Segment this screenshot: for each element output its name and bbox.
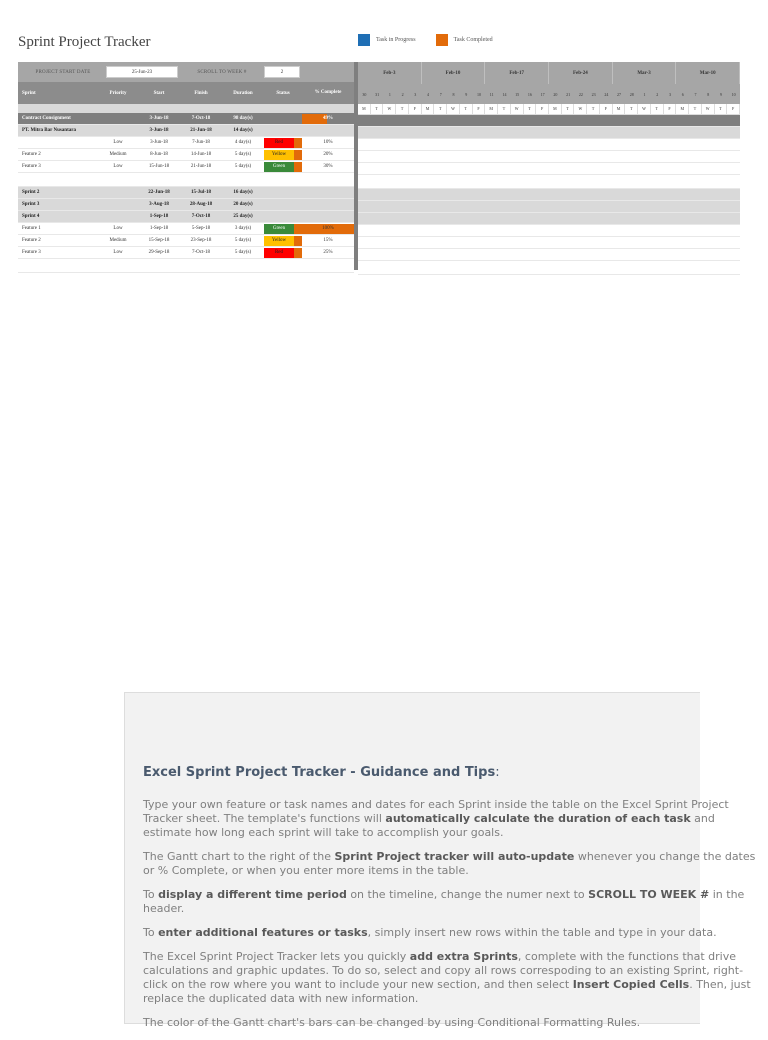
col-finish: Finish bbox=[194, 90, 208, 96]
status-badge bbox=[264, 248, 302, 258]
cell-start[interactable]: 3-Jun-18 bbox=[149, 128, 169, 133]
cell-duration[interactable]: 5 day(s) bbox=[234, 152, 252, 157]
gantt-day-letter: F bbox=[664, 104, 677, 114]
cell-duration[interactable]: 5 day(s) bbox=[234, 164, 252, 169]
gantt-day-letter: W bbox=[511, 104, 524, 114]
cell-start[interactable]: 3-Jun-18 bbox=[149, 116, 169, 121]
gantt-day-letter: F bbox=[409, 104, 422, 114]
cell-status[interactable] bbox=[264, 199, 302, 210]
cell-duration[interactable]: 3 day(s) bbox=[234, 226, 252, 231]
status-badge bbox=[264, 236, 302, 246]
complete-value: 15% bbox=[323, 238, 333, 243]
cell-finish[interactable]: 23-Sep-18 bbox=[190, 238, 212, 243]
table-row bbox=[18, 113, 354, 125]
complete-value: 49% bbox=[323, 116, 333, 121]
gantt-day-letter: M bbox=[485, 104, 498, 114]
cell-complete[interactable] bbox=[302, 247, 354, 258]
table-row bbox=[18, 137, 354, 149]
gantt-week: Feb-10 bbox=[422, 62, 486, 84]
gantt-day-letter: F bbox=[473, 104, 486, 114]
cell-finish[interactable]: 5-Sep-18 bbox=[191, 226, 211, 231]
gantt-day-letter: T bbox=[396, 104, 409, 114]
col-duration: Duration bbox=[233, 90, 253, 96]
guidance-panel bbox=[124, 692, 756, 1029]
guidance-p5 bbox=[143, 950, 763, 1006]
cell-finish[interactable]: 21-Jun-18 bbox=[190, 164, 212, 169]
cell-complete[interactable] bbox=[302, 125, 354, 136]
gantt-row bbox=[358, 175, 740, 189]
cell-status[interactable] bbox=[264, 211, 302, 222]
gantt-day-number: 16 bbox=[527, 91, 532, 97]
cell-complete[interactable] bbox=[302, 223, 354, 234]
gantt-day-letters bbox=[358, 104, 740, 115]
cell-duration[interactable]: 20 day(s) bbox=[233, 202, 253, 207]
guide-text: , complete with the functions that drive calculations and graphic updates. To do so, select and copy all rows correspoding to an existing Sprint, right-click on the row where you want to include your new section, and then select bbox=[143, 950, 744, 991]
cell-finish[interactable]: 7-Oct-18 bbox=[191, 214, 211, 219]
cell-complete[interactable] bbox=[302, 161, 354, 172]
gantt-week: Mar-3 bbox=[613, 62, 677, 84]
gantt-day-number: 6 bbox=[681, 91, 684, 97]
gantt-day-letter: F bbox=[536, 104, 549, 114]
gantt-row bbox=[358, 115, 740, 127]
gantt-day-letter: T bbox=[587, 104, 600, 114]
cell-sprint[interactable]: Sprint 2 bbox=[22, 190, 40, 195]
gantt-rows bbox=[358, 115, 740, 275]
guide-bold: enter additional features or tasks bbox=[158, 926, 368, 939]
guide-text: The Gantt chart to the right of the bbox=[143, 850, 335, 863]
status-label: Green bbox=[264, 162, 294, 172]
cell-sprint[interactable]: Feature 2 bbox=[22, 238, 41, 243]
guidance-p2 bbox=[143, 850, 763, 878]
gantt-row bbox=[358, 225, 740, 237]
cell-start[interactable]: 29-Sep-18 bbox=[148, 250, 170, 255]
guide-text: , simply insert new rows within the table and type in your data. bbox=[367, 926, 717, 939]
gantt-day-number: 7 bbox=[694, 91, 697, 97]
gantt-row bbox=[358, 127, 740, 139]
gantt-row bbox=[358, 163, 740, 175]
gantt-day-number: 27 bbox=[617, 91, 622, 97]
gantt-day-letter: W bbox=[574, 104, 587, 114]
cell-sprint[interactable]: Contract Consignment bbox=[22, 116, 71, 121]
gantt-day-number: 20 bbox=[553, 91, 558, 97]
legend-in-progress bbox=[358, 34, 416, 46]
table-row bbox=[18, 125, 354, 137]
gantt-day-letter: W bbox=[447, 104, 460, 114]
guide-text: Type your own feature or task names and dates for each Sprint inside the table on the Excel Sprint Project Tracker sheet. The template's functions will bbox=[143, 798, 729, 825]
cell-priority[interactable]: Low bbox=[113, 140, 123, 145]
scroll-week-input[interactable]: 2 bbox=[264, 66, 300, 78]
guide-text: in the header. bbox=[143, 888, 745, 915]
page-title: Sprint Project Tracker bbox=[18, 34, 151, 50]
cell-start[interactable]: 1-Sep-18 bbox=[149, 226, 169, 231]
cell-duration[interactable]: 5 day(s) bbox=[234, 238, 252, 243]
table-body bbox=[18, 113, 354, 273]
col-complete: % Complete bbox=[314, 90, 342, 95]
legend-swatch-in-progress bbox=[358, 34, 370, 46]
gantt-day-number: 3 bbox=[668, 91, 671, 97]
guide-text: The color of the Gantt chart's bars can be changed by using Conditional Formatting Rules. bbox=[143, 1016, 641, 1029]
cell-complete[interactable] bbox=[302, 113, 354, 124]
start-date-label: PROJECT START DATE bbox=[35, 69, 91, 75]
gantt-day-letter: T bbox=[689, 104, 702, 114]
cell-sprint[interactable] bbox=[22, 137, 102, 148]
status-badge bbox=[264, 150, 302, 160]
cell-start[interactable]: 15-Jun-18 bbox=[148, 164, 170, 169]
gantt-day-letter: W bbox=[702, 104, 715, 114]
status-label: Red bbox=[264, 248, 294, 258]
cell-finish[interactable]: 15-Jul-18 bbox=[191, 190, 211, 195]
table-row bbox=[18, 223, 354, 235]
gantt-day-number: 10 bbox=[731, 91, 736, 97]
cell-priority[interactable] bbox=[98, 199, 138, 210]
cell-start[interactable]: 8-Jun-18 bbox=[150, 152, 168, 157]
status-label: Yellow bbox=[264, 236, 294, 246]
guide-text: To bbox=[143, 926, 159, 939]
gantt-chart bbox=[358, 62, 740, 275]
legend-label-in-progress: Task in Progress bbox=[376, 37, 416, 43]
guide-bold: display a different time period bbox=[158, 888, 347, 901]
complete-value: 10% bbox=[323, 140, 333, 145]
gantt-row bbox=[358, 261, 740, 275]
cell-status[interactable] bbox=[264, 235, 302, 246]
cell-complete[interactable] bbox=[302, 235, 354, 246]
cell-sprint[interactable]: Feature 1 bbox=[22, 226, 41, 231]
gantt-week: Feb-24 bbox=[549, 62, 613, 84]
cell-sprint[interactable]: Feature 3 bbox=[22, 250, 41, 255]
gantt-day-number: 24 bbox=[604, 91, 609, 97]
legend-swatch-completed bbox=[436, 34, 448, 46]
tracker-table bbox=[18, 62, 354, 273]
gantt-day-number: 2 bbox=[401, 91, 404, 97]
table-row-empty bbox=[18, 259, 354, 273]
guide-text: The Excel Sprint Project Tracker lets you quickly bbox=[143, 950, 410, 963]
gantt-day-number: 14 bbox=[502, 91, 507, 97]
table-row bbox=[18, 199, 354, 211]
gantt-day-letter: M bbox=[549, 104, 562, 114]
cell-duration[interactable]: 25 day(s) bbox=[233, 214, 253, 219]
status-label: Red bbox=[264, 138, 294, 148]
cell-complete[interactable] bbox=[302, 149, 354, 160]
complete-value: 20% bbox=[323, 152, 333, 157]
header-spacer bbox=[18, 104, 354, 113]
cell-priority[interactable] bbox=[98, 125, 138, 136]
table-row bbox=[18, 149, 354, 161]
legend-completed bbox=[436, 34, 493, 46]
gantt-day-letter: T bbox=[651, 104, 664, 114]
cell-finish[interactable]: 21-Jun-18 bbox=[190, 128, 212, 133]
table-row bbox=[18, 235, 354, 247]
gantt-day-number: 31 bbox=[375, 91, 380, 97]
status-label: Green bbox=[264, 224, 294, 234]
gantt-row bbox=[358, 189, 740, 201]
gantt-day-number: 1 bbox=[643, 91, 646, 97]
table-header-settings bbox=[18, 62, 354, 82]
cell-finish[interactable]: 28-Aug-18 bbox=[189, 202, 213, 207]
cell-start[interactable]: 3-Jun-18 bbox=[150, 140, 168, 145]
gantt-day-letter: T bbox=[434, 104, 447, 114]
gantt-row bbox=[358, 139, 740, 151]
gantt-day-letter: T bbox=[524, 104, 537, 114]
gantt-day-number: 3 bbox=[414, 91, 417, 97]
cell-start[interactable]: 1-Sep-18 bbox=[149, 214, 169, 219]
gantt-day-number: 9 bbox=[719, 91, 722, 97]
status-tail bbox=[294, 236, 302, 246]
gantt-day-letter: T bbox=[562, 104, 575, 114]
guidance-p3 bbox=[143, 888, 763, 916]
complete-value: 30% bbox=[323, 164, 333, 169]
gantt-day-number: 23 bbox=[591, 91, 596, 97]
cell-status[interactable] bbox=[264, 125, 302, 136]
status-label: Yellow bbox=[264, 150, 294, 160]
cell-duration[interactable]: 14 day(s) bbox=[233, 128, 253, 133]
cell-finish[interactable]: 7-Oct-18 bbox=[191, 250, 211, 255]
complete-value: 100% bbox=[322, 226, 334, 231]
guidance-heading bbox=[143, 765, 763, 780]
gantt-day-numbers bbox=[358, 84, 740, 104]
gantt-day-letter: F bbox=[600, 104, 613, 114]
guide-text: . Then, just replace the duplicated data with new information. bbox=[143, 978, 751, 1005]
cell-sprint[interactable]: Feature 2 bbox=[22, 152, 41, 157]
complete-value: 25% bbox=[323, 250, 333, 255]
guidance-heading-colon: : bbox=[495, 765, 500, 780]
guide-text: whenever you change the dates or % Complete, or when you enter more items in the table. bbox=[143, 850, 756, 877]
cell-complete[interactable] bbox=[302, 199, 354, 210]
table-row bbox=[18, 211, 354, 223]
status-tail bbox=[294, 248, 302, 258]
cell-priority[interactable]: Medium bbox=[109, 152, 127, 157]
gantt-day-number: 8 bbox=[452, 91, 455, 97]
table-row bbox=[18, 187, 354, 199]
cell-priority[interactable]: Low bbox=[113, 164, 123, 169]
cell-duration[interactable]: 98 day(s) bbox=[233, 116, 253, 121]
gantt-day-number: 7 bbox=[439, 91, 442, 97]
cell-start[interactable]: 3-Aug-18 bbox=[149, 202, 169, 207]
col-sprint: Sprint bbox=[22, 90, 36, 96]
cell-status[interactable] bbox=[264, 247, 302, 258]
col-start: Start bbox=[153, 90, 165, 96]
gantt-day-number: 2 bbox=[656, 91, 659, 97]
status-badge bbox=[264, 224, 302, 234]
cell-priority[interactable]: Medium bbox=[109, 238, 127, 243]
gantt-day-number: 22 bbox=[578, 91, 583, 97]
gantt-day-letter: T bbox=[715, 104, 728, 114]
status-tail bbox=[294, 138, 302, 148]
cell-duration[interactable]: 16 day(s) bbox=[233, 190, 253, 195]
table-row bbox=[18, 161, 354, 173]
gantt-row bbox=[358, 151, 740, 163]
gantt-day-letter: W bbox=[638, 104, 651, 114]
gantt-day-letter: M bbox=[613, 104, 626, 114]
table-row-empty bbox=[18, 173, 354, 187]
cell-sprint[interactable]: Feature 3 bbox=[22, 164, 41, 169]
cell-complete[interactable] bbox=[302, 187, 354, 198]
guide-bold: Sprint Project tracker will auto-update bbox=[334, 850, 575, 863]
gantt-day-letter: T bbox=[371, 104, 384, 114]
scroll-week-label: SCROLL TO WEEK # bbox=[197, 69, 247, 75]
cell-start[interactable]: 15-Sep-18 bbox=[148, 238, 170, 243]
status-tail bbox=[294, 150, 302, 160]
gantt-row bbox=[358, 213, 740, 225]
cell-duration[interactable]: 5 day(s) bbox=[234, 250, 252, 255]
gantt-week: Feb-3 bbox=[358, 62, 422, 84]
gantt-day-letter: M bbox=[676, 104, 689, 114]
cell-status[interactable] bbox=[264, 137, 302, 148]
guide-text: and estimate how long each sprint will take to accomplish your goals. bbox=[143, 812, 715, 839]
guide-text: To bbox=[143, 888, 159, 901]
gantt-day-number: 8 bbox=[707, 91, 710, 97]
cell-sprint[interactable]: Sprint 4 bbox=[22, 214, 40, 219]
gantt-day-number: 11 bbox=[489, 91, 494, 97]
cell-sprint[interactable]: Sprint 3 bbox=[22, 202, 40, 207]
guide-bold: add extra Sprints bbox=[409, 950, 518, 963]
cell-priority[interactable]: Low bbox=[113, 250, 123, 255]
col-status: Status bbox=[276, 90, 290, 96]
cell-finish[interactable]: 7-Jun-18 bbox=[192, 140, 210, 145]
status-badge bbox=[264, 162, 302, 172]
scroll-week-cell bbox=[262, 62, 302, 82]
gantt-day-number: 15 bbox=[515, 91, 520, 97]
cell-status[interactable] bbox=[264, 113, 302, 124]
guide-bold: automatically calculate the duration of each task bbox=[385, 812, 691, 825]
cell-sprint[interactable]: PT. Mitra Bar Nusantara bbox=[22, 128, 76, 133]
guidance-heading-text: Excel Sprint Project Tracker - Guidance and Tips bbox=[143, 765, 496, 780]
start-date-cell bbox=[104, 62, 180, 82]
cell-priority[interactable]: Low bbox=[113, 226, 123, 231]
cell-status[interactable] bbox=[264, 223, 302, 234]
gantt-day-number: 9 bbox=[465, 91, 468, 97]
cell-finish[interactable]: 14-Jun-18 bbox=[190, 152, 212, 157]
gantt-day-number: 21 bbox=[566, 91, 571, 97]
gantt-row bbox=[358, 201, 740, 213]
gantt-day-letter: T bbox=[498, 104, 511, 114]
gantt-week: Feb-17 bbox=[485, 62, 549, 84]
gantt-day-number: 4 bbox=[427, 91, 430, 97]
gantt-day-letter: T bbox=[460, 104, 473, 114]
gantt-day-letter: M bbox=[358, 104, 371, 114]
table-column-headers bbox=[18, 82, 354, 104]
cell-complete[interactable] bbox=[302, 211, 354, 222]
guide-bold: SCROLL TO WEEK # bbox=[588, 888, 710, 901]
status-badge bbox=[264, 138, 302, 148]
gantt-day-number: 1 bbox=[388, 91, 391, 97]
cell-priority[interactable] bbox=[98, 187, 138, 198]
gantt-row bbox=[358, 249, 740, 261]
guide-text: on the timeline, change the numer next to bbox=[346, 888, 589, 901]
col-priority: Priority bbox=[109, 90, 127, 96]
cell-status[interactable] bbox=[264, 149, 302, 160]
cell-priority[interactable] bbox=[98, 113, 138, 124]
cell-status[interactable] bbox=[264, 187, 302, 198]
cell-start[interactable]: 22-Jun-18 bbox=[148, 190, 170, 195]
guidance-content bbox=[143, 765, 763, 1040]
gantt-day-letter: M bbox=[422, 104, 435, 114]
status-tail bbox=[294, 162, 302, 172]
gantt-day-number: 28 bbox=[629, 91, 634, 97]
start-date-input[interactable]: 25-Jun-23 bbox=[106, 66, 178, 78]
gantt-day-number: 10 bbox=[476, 91, 481, 97]
gantt-week-header bbox=[358, 62, 740, 84]
cell-status[interactable] bbox=[264, 161, 302, 172]
guide-bold: Insert Copied Cells bbox=[572, 978, 690, 991]
table-row bbox=[18, 247, 354, 259]
guidance-p1 bbox=[143, 798, 763, 840]
legend-label-completed: Task Completed bbox=[453, 37, 493, 43]
cell-duration[interactable]: 4 day(s) bbox=[234, 140, 252, 145]
legend bbox=[358, 34, 507, 46]
gantt-day-number: 30 bbox=[362, 91, 367, 97]
cell-priority[interactable] bbox=[98, 211, 138, 222]
gantt-row bbox=[358, 237, 740, 249]
guidance-p4 bbox=[143, 926, 763, 940]
cell-complete[interactable] bbox=[302, 137, 354, 148]
gantt-day-letter: F bbox=[727, 104, 740, 114]
gantt-day-letter: T bbox=[625, 104, 638, 114]
guidance-p6 bbox=[143, 1016, 763, 1030]
gantt-day-letter: W bbox=[383, 104, 396, 114]
cell-finish[interactable]: 7-Oct-18 bbox=[191, 116, 211, 121]
gantt-week: Mar-10 bbox=[676, 62, 740, 84]
status-tail bbox=[294, 224, 302, 234]
gantt-day-number: 17 bbox=[540, 91, 545, 97]
